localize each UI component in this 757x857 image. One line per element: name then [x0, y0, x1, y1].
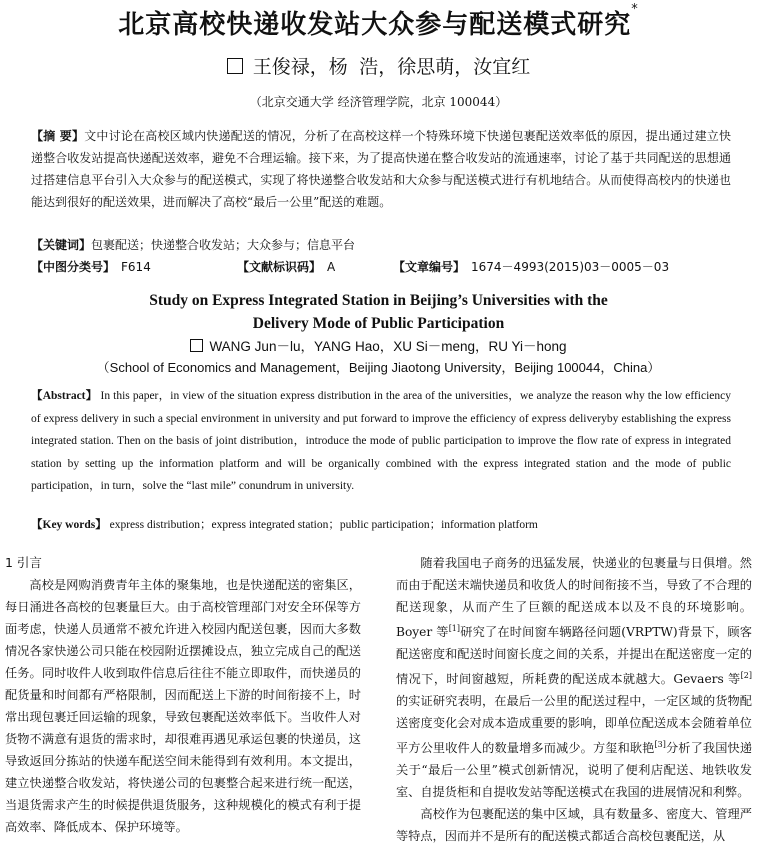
university-paragraph: 高校作为包裹配送的集中区域，具有数量多、密度大、管理严等特点，因而并不是所有的配送模式都适合高校包裹配送，从 — [396, 807, 752, 844]
doc-code-label: 【文献标识码】 — [237, 260, 322, 274]
literature-text-2: 研究了在时间窗车辆路径问题(VRPTW)背景下，顾客配送密度和配送时间窗长度之间的关系，并提出在配送密度一定的情况下，时间窗越短，所耗费的配送成本就越大。Gevaers 等 — [396, 625, 752, 687]
abstract-en-label: 【Abstract】 — [31, 390, 98, 402]
english-affiliation: （School of Economics and Management，Beijing Jiaotong University，Beijing 100044，China） — [96, 360, 661, 375]
intro-paragraph: 高校是网购消费青年主体的聚集地，也是快递配送的密集区，每日涌进各高校的包裹量巨大。由于高校管理部门对安全环保等方面考虑，快递人员通常不被允许进入校园内配送包裹，因而大多数情况各家快递公司只能在校园附近摆摊设点，独立完成自己的配送任务。同时收件人收到取件信息后往往不能立即取件，而快递员的配货量和时间都有严格限制，因而配送上下游的时间衔接不上，时常出现包裹迁回运输的现象，导致包裹配送效率低下。当收件人对货物不满意有退货的需求时，却很难再遇见承运包裹的快递员，这导致返回分拣站的快递车配送空间未能得到有效利用。本文提出，建立快递整合收发站，将快递公司的包裹整合起来进行统一配送，当退货需求产生的时候提供退货服务，这种规模化的模式有利于提高效率、降低成本、保护环境等。 — [5, 578, 361, 834]
article-number — [393, 257, 669, 277]
keywords-en — [31, 515, 731, 535]
keywords-cn — [31, 235, 731, 255]
literature-text-1: 随着我国电子商务的迅猛发展，快递业的包裹量与日俱增。然而由于配送末端快递员和收货人的时间衔接不当，导致了不合理的配送现象，从而产生了巨额的配送成本以及不良的环境影响。Boyer 等 — [396, 556, 752, 640]
english-author-names: WANG Jun－lu，YANG Hao，XU Si－meng，RU Yi－hong — [209, 339, 567, 354]
english-title-line-2: Delivery Mode of Public Participation — [252, 315, 505, 332]
author-box-icon — [227, 58, 243, 74]
author-line — [0, 52, 757, 79]
literature-text-4: 分析了我国快递关于“最后一公里”模式创新情况，说明了便利店配送、地铁收发室、自提货柜和自提收发站等配送模式在我国的进展情况和利弊。 — [396, 741, 753, 800]
document-code — [237, 257, 335, 277]
abstract-cn-text: 文中讨论在高校区域内快递配送的情况，分析了在高校这样一个特殊环境下快递包裹配送效率低的原因，提出通过建立快递整合收发站提高快递配送效率，避免不合理运输。接下来，为了提高快递在整合收发站的流通速率，讨论了基于共同配送的思想通过搭建信息平台引入大众参与的配送模式，实现了将快递整合收发站和大众参与配送模式进行有机地结合。从而使得高校内的快递也能达到很好的配送效果，进而解决了高校“最后一公里”配送的难题。 — [31, 129, 731, 209]
affiliation: （北京交通大学 经济管理学院，北京 100044） — [249, 95, 508, 109]
english-title-line-1: Study on Express Integrated Station in Beijing’s Universities with the — [149, 292, 608, 309]
clc-number — [31, 257, 151, 277]
article-no-value: 1674－4993(2015)03－0005－03 — [471, 260, 670, 274]
title-footnote-mark: * — [631, 2, 639, 17]
literature-paragraph — [396, 552, 752, 803]
abstract-cn — [31, 125, 731, 213]
paper-title — [0, 4, 757, 41]
abstract-en-text: In this paper，in view of the situation express distribution in the area of the universities，we analyze the reason why the low efficiency of express delivery in such a special environment in university and put forward to improve the efficiency of express deliveryby establishing the express integrated station. Then on the basis of joint distribution，introduce the mode of public participation to improve the flow rate of express in integrated station by setting up the information platform and will be organically combined with the express integrated station and the mode of public participation，in turn，solve the “last mile” conundrum in university. — [31, 390, 732, 492]
body-column-left — [5, 552, 361, 838]
literature-text-3: 的实证研究表明，在最后一公里的配送过程中，一定区域的货物配送密度变化会对成本造成重要的影响，即单位配送成本会随着单位平方公里收件人的数量增多而减少。方玺和耿艳 — [396, 694, 752, 756]
citation-ref-3[interactable]: [3] — [654, 740, 666, 750]
article-no-label: 【文章编号】 — [393, 260, 466, 274]
section-heading-introduction: 1 引言 — [5, 555, 42, 570]
abstract-en — [31, 385, 731, 498]
english-title — [0, 289, 757, 335]
citation-ref-1[interactable]: [1] — [448, 624, 461, 633]
english-author-line — [0, 335, 757, 355]
citation-ref-2[interactable]: [2] — [740, 671, 752, 681]
keywords-cn-text: 包裹配送；快递整合收发站；大众参与；信息平台 — [91, 238, 356, 252]
clc-value: F614 — [121, 260, 151, 274]
english-author-box-icon — [190, 339, 203, 352]
doc-code-value: A — [327, 260, 336, 274]
paper-title-text: 北京高校快递收发站大众参与配送模式研究 — [118, 10, 632, 40]
body-column-right — [396, 552, 752, 847]
keywords-en-label: 【Key words】 — [31, 519, 107, 531]
clc-label: 【中图分类号】 — [31, 260, 116, 274]
keywords-cn-label: 【关键词】 — [31, 238, 92, 252]
abstract-cn-label: 【摘 要】 — [31, 129, 85, 143]
keywords-en-text: express distribution；express integrated station；public participation；information platform — [109, 519, 538, 531]
author-names: 王俊禄，杨 浩，徐思萌，汝宜红 — [252, 56, 531, 78]
